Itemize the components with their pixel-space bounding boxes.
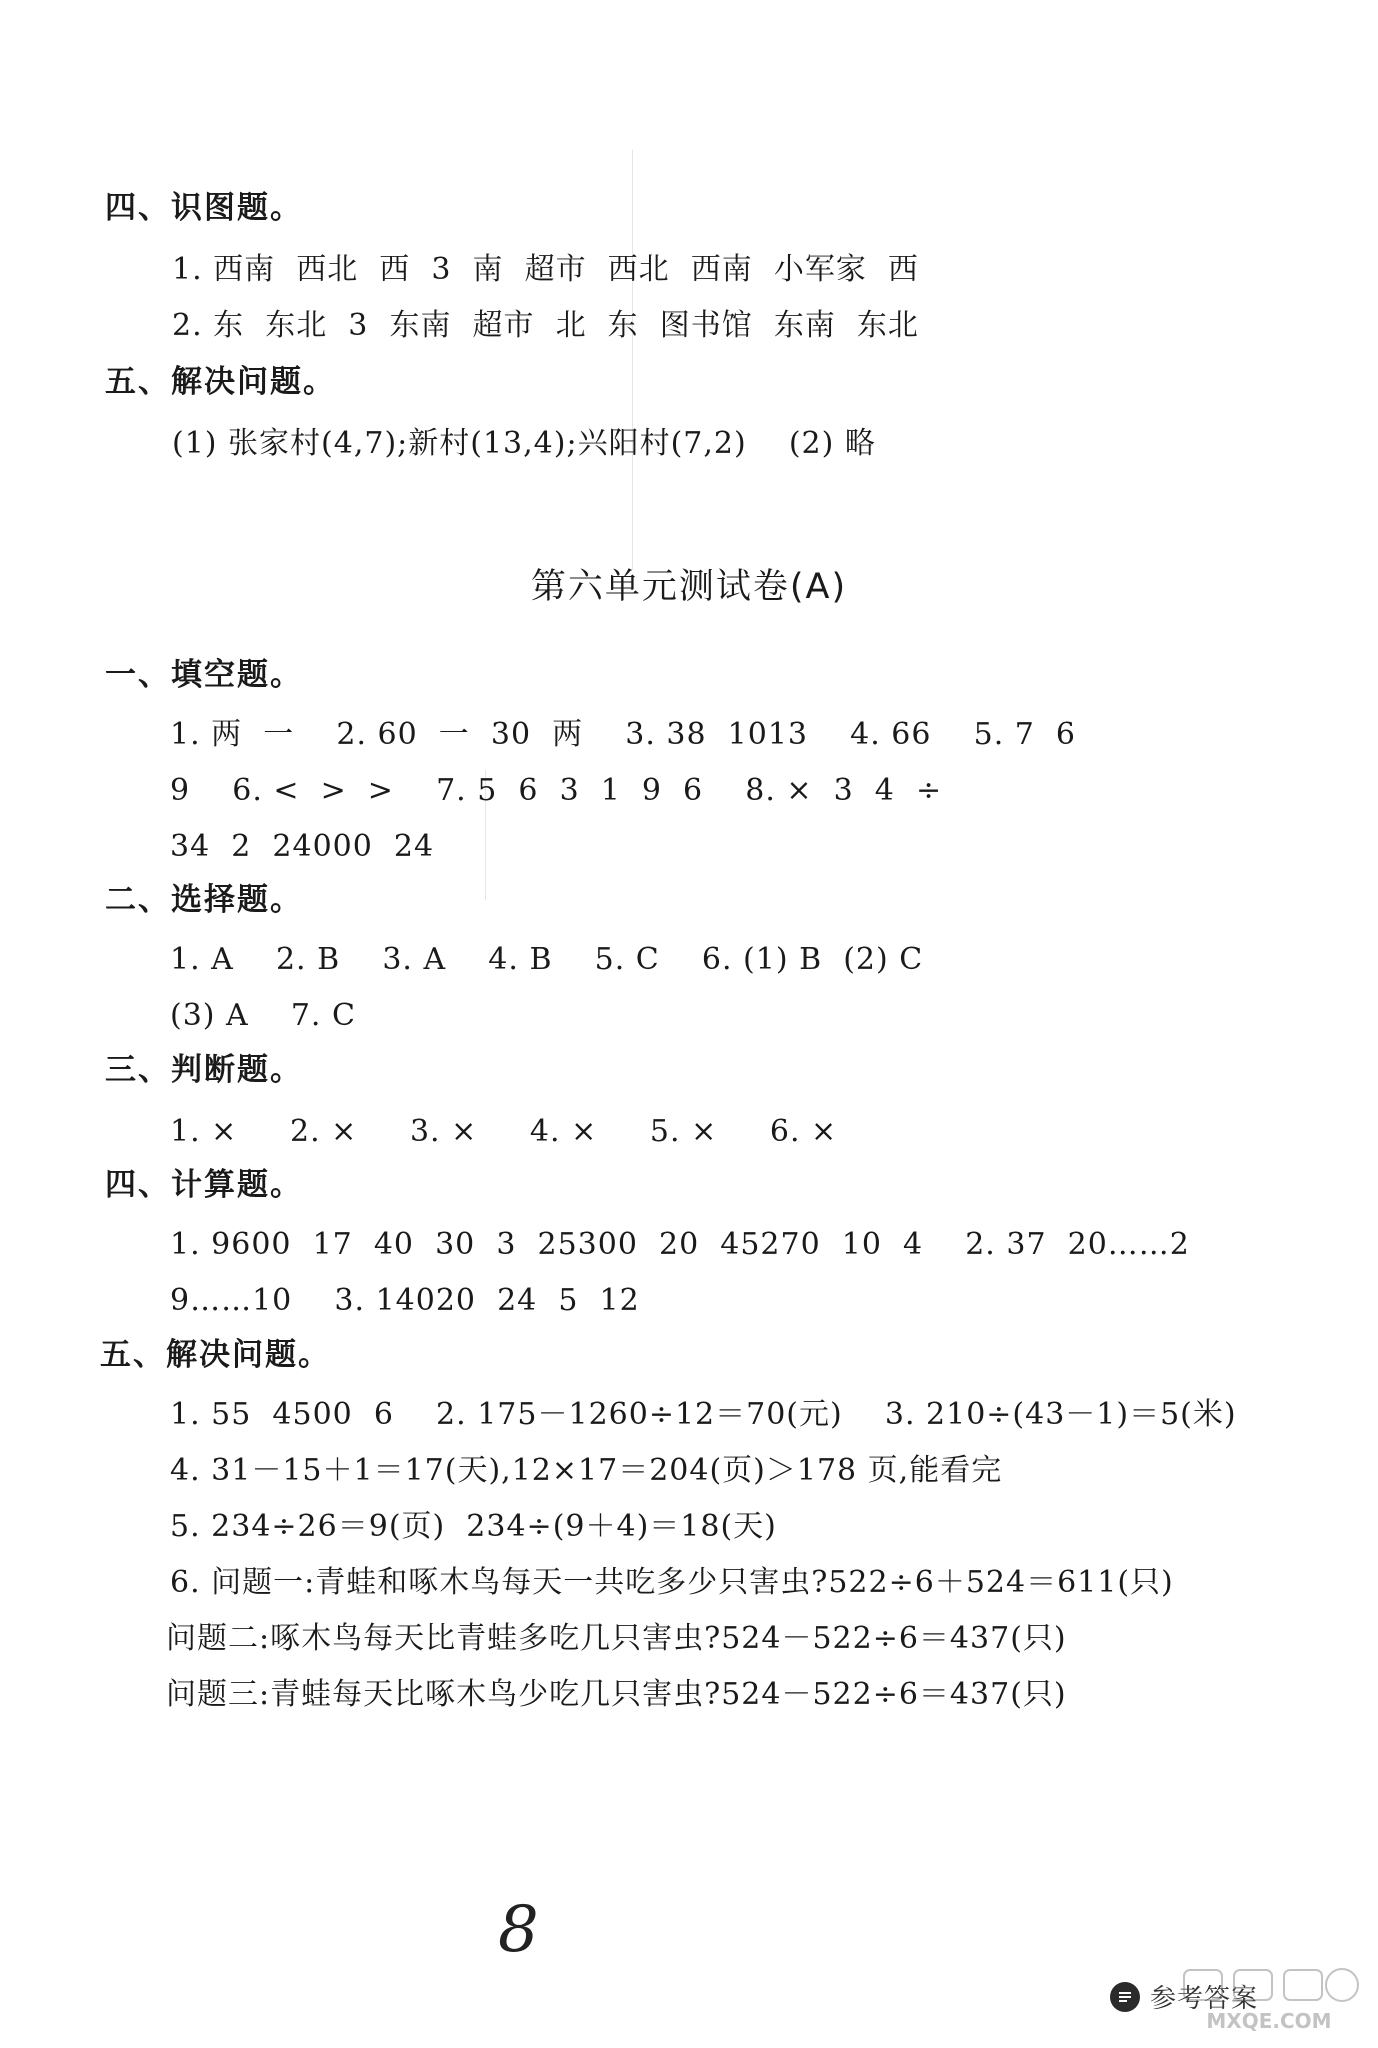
choice-answer-line-1: 1. A 2. B 3. A 4. B 5. C 6. (1) B (2) C xyxy=(170,942,924,977)
watermark-logo xyxy=(1174,1966,1364,2040)
choice-answer-line-2: (3) A 7. C xyxy=(170,998,356,1033)
answer-key-icon xyxy=(1110,1982,1140,2012)
footer-label: 参考答案 xyxy=(1149,1984,1258,2014)
problem-answer-line-3: 5. 234÷26＝9(页) 234÷(9＋4)＝18(天) xyxy=(170,1509,777,1544)
fill-answer-line-3: 34 2 24000 24 xyxy=(170,829,435,864)
page-number: 8 xyxy=(498,1893,539,1967)
section-heading-choice: 二、选择题。 xyxy=(105,882,303,918)
problem-answer-line-5: 问题二:啄木鸟每天比青蛙多吃几只害虫?524－522÷6＝437(只) xyxy=(166,1621,1067,1656)
map-answer-line-1: 1. 西南 西北 西 3 南 超市 西北 西南 小军家 西 xyxy=(172,252,919,287)
fill-answer-line-1: 1. 两 一 2. 60 一 30 两 3. 38 1013 4. 66 5. 7 6 xyxy=(170,717,1077,752)
judge-answer-line-1: 1. × 2. × 3. × 4. × 5. × 6. × xyxy=(170,1114,838,1149)
map-answer-line-2: 2. 东 东北 3 东南 超市 北 东 图书馆 东南 东北 xyxy=(172,308,919,343)
section-heading-problems: 五、解决问题。 xyxy=(100,1337,331,1373)
problem-answer-line-6: 问题三:青蛙每天比啄木鸟少吃几只害虫?524－522÷6＝437(只) xyxy=(166,1677,1067,1712)
section-heading-map: 四、识图题。 xyxy=(105,190,303,226)
section-heading-solve: 五、解决问题。 xyxy=(105,364,336,400)
problem-answer-line-2: 4. 31－15＋1＝17(天),12×17＝204(页)＞178 页,能看完 xyxy=(170,1453,1003,1488)
solve-answer-line-1: (1) 张家村(4,7);新村(13,4);兴阳村(7,2) (2) 略 xyxy=(172,426,876,461)
calc-answer-line-1: 1. 9600 17 40 30 3 25300 20 45270 10 4 2. 37 20……2 xyxy=(170,1227,1190,1262)
calc-answer-line-2: 9……10 3. 14020 24 5 12 xyxy=(170,1283,640,1318)
unit-title: 第六单元测试卷(A) xyxy=(530,567,848,607)
section-heading-judge: 三、判断题。 xyxy=(105,1052,303,1088)
section-heading-calc: 四、计算题。 xyxy=(105,1167,303,1203)
section-heading-fill: 一、填空题。 xyxy=(105,657,303,693)
fill-answer-line-2: 9 6. < > > 7. 5 6 3 1 9 6 8. × 3 4 ÷ xyxy=(170,773,943,808)
problem-answer-line-4: 6. 问题一:青蛙和啄木鸟每天一共吃多少只害虫?522÷6＋524＝611(只) xyxy=(170,1565,1174,1600)
scan-line xyxy=(632,150,633,570)
watermark-text: MXQE.COM xyxy=(1206,2009,1332,2033)
problem-answer-line-1: 1. 55 4500 6 2. 175－1260÷12＝70(元) 3. 210÷(43－1)＝5(米) xyxy=(170,1397,1237,1432)
